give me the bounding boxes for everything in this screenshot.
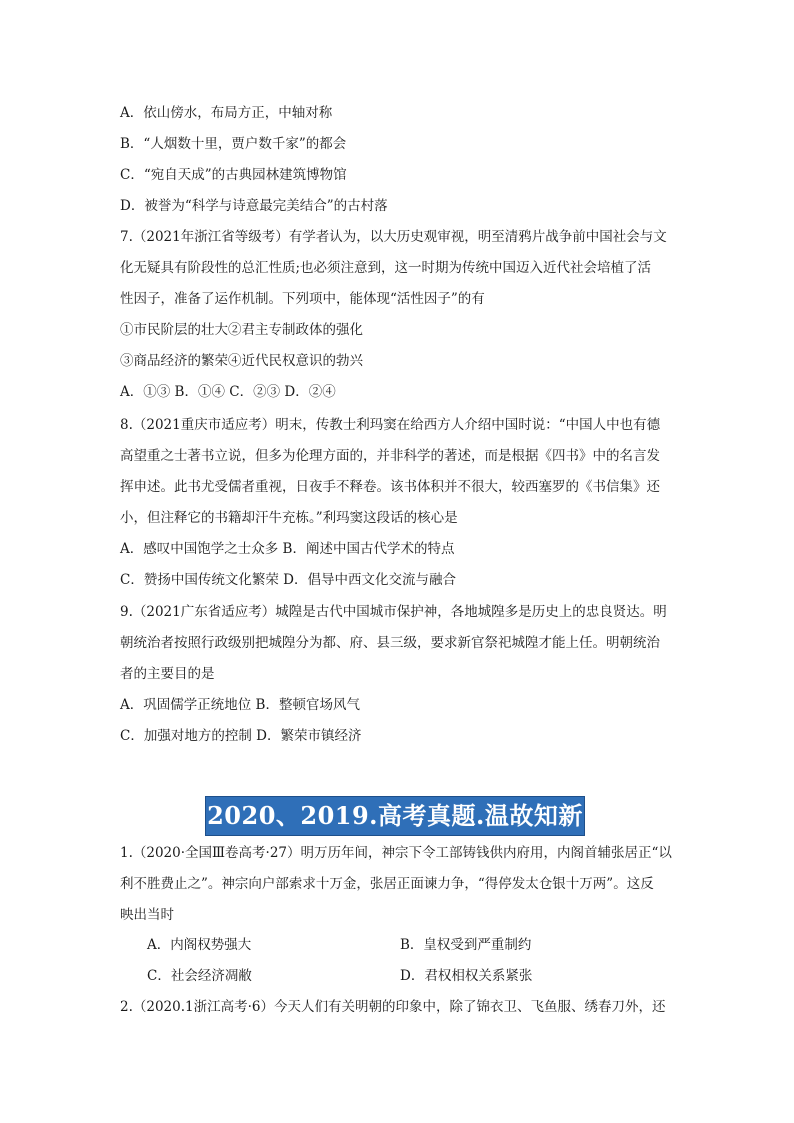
- section-title-banner: 2020、2019.高考真题.温故知新: [205, 796, 585, 836]
- q9-stem-line: 朝统治者按照行政级别把城隍分为都、府、县三级，要求新官祭祀城隍才能上任。明朝统治: [120, 635, 660, 651]
- p1-option-d: D．君权相权关系紧张: [400, 968, 533, 984]
- q8-stem-line: 挥申述。此书尤受儒者重视，日夜手不释卷。该书体积并不很大，较西塞罗的《书信集》还: [120, 479, 660, 495]
- q8-options-ab: A．感叹中国饱学之士众多 B．阐述中国古代学术的特点: [120, 541, 455, 557]
- q8-stem-line: 高望重之士著书立说，但多为伦理方面的，并非科学的著述，而是根据《四书》中的名言发: [120, 448, 660, 464]
- q9-stem-line: 者的主要目的是: [120, 666, 215, 682]
- q9-options-ab: A．巩固儒学正统地位 B．整顿官场风气: [120, 697, 360, 713]
- q7-item-line: ①市民阶层的壮大②君主专制政体的强化: [120, 322, 363, 338]
- p1-stem-line: 利不胜费止之”。神宗向户部索求十万金，张居正面谏力争，“得停发太仓银十万两”。这反: [120, 876, 654, 892]
- q7-stem-line: 性因子，准备了运作机制。下列项中，能体现“活性因子”的有: [120, 291, 485, 307]
- p1-option-c: C．社会经济凋敝: [147, 968, 252, 984]
- q6-option-c: C．“宛自天成”的古典园林建筑博物馆: [120, 167, 347, 183]
- q8-options-cd: C．赞扬中国传统文化繁荣 D．倡导中西文化交流与融合: [120, 572, 456, 588]
- q8-stem-line: 8.（2021重庆市适应考）明末，传教士利玛窦在给西方人介绍中国时说：“中国人中也有德: [120, 417, 661, 433]
- q7-stem-line: 7.（2021年浙江省等级考）有学者认为，以大历史观审视，明至清鸦片战争前中国社会与文: [120, 229, 667, 245]
- q7-item-line: ③商品经济的繁荣④近代民权意识的勃兴: [120, 353, 363, 369]
- q6-option-d: D．被誉为“科学与诗意最完美结合”的古村落: [120, 198, 388, 214]
- p1-stem-line: 映出当时: [120, 907, 174, 923]
- q6-option-b: B．“人烟数十里，贾户数千家”的都会: [120, 136, 347, 152]
- p2-stem-line: 2.（2020.1浙江高考·6）今天人们有关明朝的印象中，除了锦衣卫、飞鱼服、绣春刀外，还: [120, 999, 666, 1015]
- q9-stem-line: 9.（2021广东省适应考）城隍是古代中国城市保护神，各地城隍多是历史上的忠良贤达。明: [120, 604, 667, 620]
- q7-stem-line: 化无疑具有阶段性的总汇性质;也必须注意到，这一时期为传统中国迈入近代社会培植了活: [120, 260, 652, 276]
- q9-options-cd: C．加强对地方的控制 D．繁荣市镇经济: [120, 728, 362, 744]
- p1-option-b: B．皇权受到严重制约: [400, 937, 532, 953]
- p1-stem-line: 1.（2020·全国Ⅲ卷高考·27）明万历年间，神宗下令工部铸钱供内府用，内阁首辅张居正“以: [120, 845, 672, 861]
- p1-option-a: A．内阁权势强大: [147, 937, 252, 953]
- q7-options: A．①③ B．①④ C．②③ D．②④: [120, 384, 336, 400]
- q8-stem-line: 小，但注释它的书籍却汗牛充栋。”利玛窦这段话的核心是: [120, 510, 458, 526]
- q6-option-a: A．依山傍水，布局方正，中轴对称: [120, 105, 333, 121]
